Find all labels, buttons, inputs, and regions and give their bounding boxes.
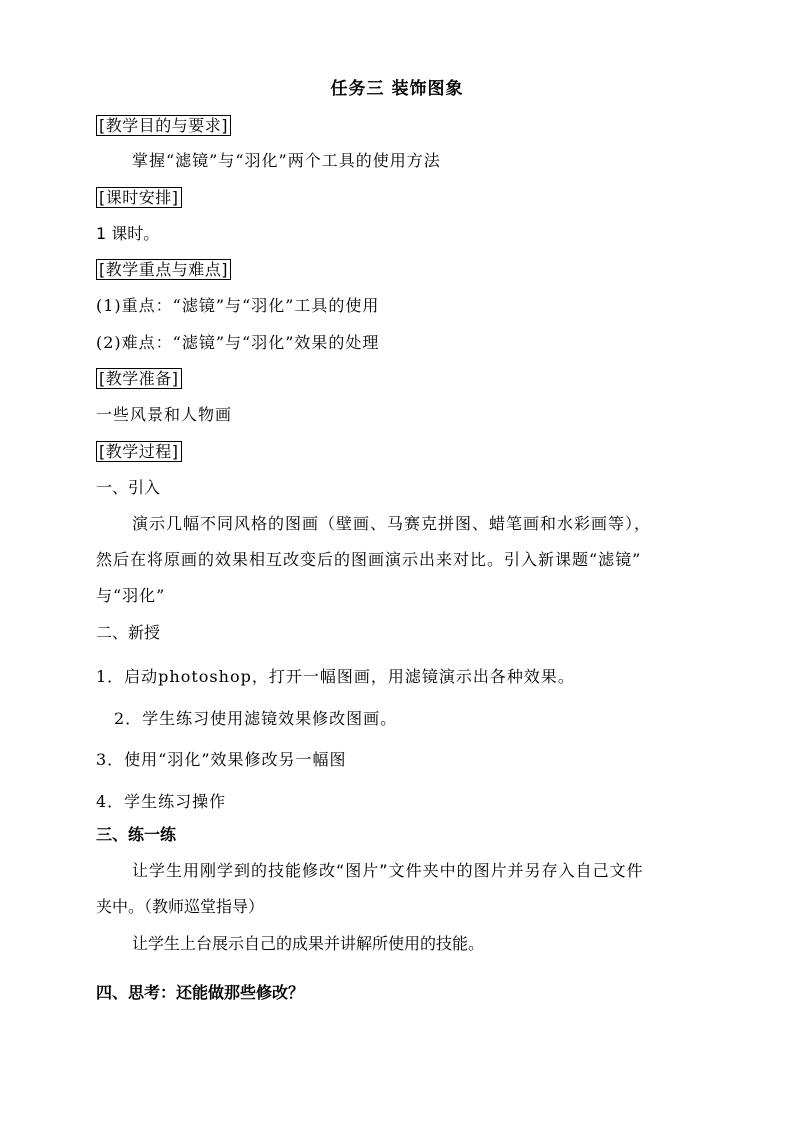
step-4: 4．学生练习操作 xyxy=(96,792,227,811)
objectives-text: 掌握“滤镜”与“羽化”两个工具的使用方法 xyxy=(132,151,441,170)
intro-line-2: 然后在将原画的效果相互改变后的图画演示出来对比。引入新课题“滤镜” xyxy=(96,550,642,569)
keypoints-header: [教学重点与难点] xyxy=(96,259,231,280)
objectives-header: [教学目的与要求] xyxy=(96,115,231,136)
step-1: 1．启动photoshop，打开一幅图画，用滤镜演示出各种效果。 xyxy=(96,667,575,686)
intro-line-1: 演示几幅不同风格的图画（壁画、马赛克拼图、蜡笔画和水彩画等）， xyxy=(132,514,652,533)
think-heading: 四、思考：还能做那些修改？ xyxy=(96,983,305,1002)
process-header: [教学过程] xyxy=(96,441,182,462)
practice-line-3: 让学生上台展示自己的成果并讲解所使用的技能。 xyxy=(132,934,485,953)
step-2: 2．学生练习使用滤镜效果修改图画。 xyxy=(114,709,398,728)
intro-heading: 一、引入 xyxy=(96,478,161,497)
practice-line-2: 夹中。（教师巡堂指导） xyxy=(96,897,265,916)
prep-text: 一些风景和人物画 xyxy=(96,405,233,424)
prep-header: [教学准备] xyxy=(96,368,182,389)
keypoint-2: (2)难点：“滤镜”与“羽化”效果的处理 xyxy=(96,333,380,352)
schedule-text: 1 课时。 xyxy=(96,224,160,243)
practice-heading: 三、练一练 xyxy=(96,825,177,844)
practice-line-1: 让学生用刚学到的技能修改“图片”文件夹中的图片并另存入自己文件 xyxy=(132,861,644,880)
step-3: 3．使用“羽化”效果修改另一幅图 xyxy=(96,750,347,769)
new-heading: 二、新授 xyxy=(96,623,161,642)
keypoint-1: (1)重点：“滤镜”与“羽化”工具的使用 xyxy=(96,296,380,315)
intro-line-3: 与“羽化” xyxy=(96,586,166,605)
schedule-header: [课时安排] xyxy=(96,187,182,208)
page-title: 任务三 装饰图象 xyxy=(330,79,464,99)
